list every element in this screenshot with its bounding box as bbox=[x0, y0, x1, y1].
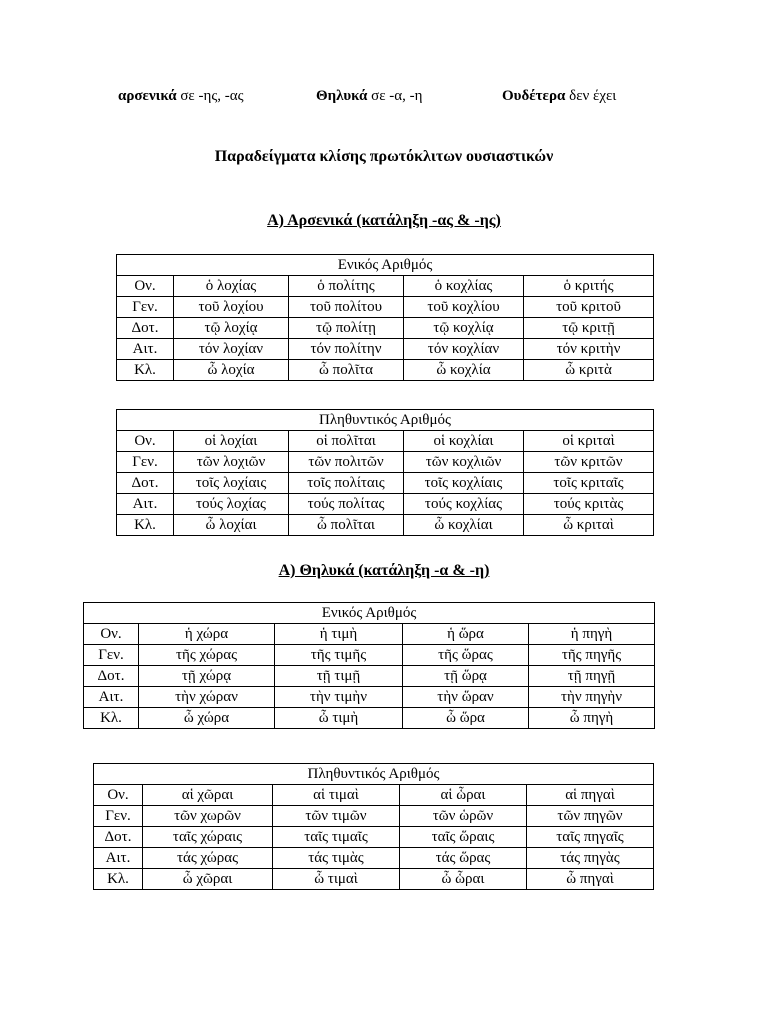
declension-cell: τόν κριτὴν bbox=[524, 339, 654, 360]
declension-cell: τῆς πηγῆς bbox=[529, 645, 655, 666]
declension-cell: ὦ λοχία bbox=[174, 360, 289, 381]
masculine-summary bbox=[118, 88, 244, 105]
declension-cell: τάς τιμὰς bbox=[273, 848, 400, 869]
declension-cell: ὦ κοχλία bbox=[404, 360, 524, 381]
table-row-dative bbox=[117, 318, 654, 339]
neuter-label: Ουδέτερα bbox=[502, 88, 566, 104]
table-row-accusative bbox=[117, 339, 654, 360]
page-title: Παραδείγματα κλίσης πρωτόκλιτων ουσιαστικών bbox=[214, 148, 554, 165]
declension-cell: αἱ πηγαὶ bbox=[527, 785, 654, 806]
declension-cell: τῷ πολίτῃ bbox=[289, 318, 404, 339]
case-label: Ον. bbox=[84, 624, 139, 645]
table-row-genitive bbox=[117, 452, 654, 473]
declension-cell: τούς κριτὰς bbox=[524, 494, 654, 515]
case-label: Ον. bbox=[117, 276, 174, 297]
declension-cell: ὁ κριτής bbox=[524, 276, 654, 297]
declension-cell: ὦ κριτὰ bbox=[524, 360, 654, 381]
declension-cell: οἱ κοχλίαι bbox=[404, 431, 524, 452]
declension-cell: ἡ χώρα bbox=[139, 624, 275, 645]
declension-cell: οἱ πολῖται bbox=[289, 431, 404, 452]
declension-cell: ὦ πηγὴ bbox=[529, 708, 655, 729]
feminine-singular-table bbox=[83, 602, 655, 729]
declension-cell: τῶν πηγῶν bbox=[527, 806, 654, 827]
declension-cell: τῆς τιμῆς bbox=[275, 645, 403, 666]
declension-cell: ὦ χῶραι bbox=[143, 869, 273, 890]
feminine-section-heading: Α) Θηλυκά (κατάληξη -α & -η) bbox=[278, 562, 490, 579]
declension-cell: ταῖς ὥραις bbox=[400, 827, 527, 848]
declension-cell: ταῖς τιμαῖς bbox=[273, 827, 400, 848]
table-row-accusative bbox=[84, 687, 655, 708]
table-row-genitive bbox=[84, 645, 655, 666]
table-row-nominative bbox=[84, 624, 655, 645]
feminine-plural-table bbox=[93, 763, 654, 890]
declension-cell: τοῖς κριταῖς bbox=[524, 473, 654, 494]
case-label: Δοτ. bbox=[117, 473, 174, 494]
declension-cell: τῶν τιμῶν bbox=[273, 806, 400, 827]
case-label: Δοτ. bbox=[117, 318, 174, 339]
case-label: Κλ. bbox=[84, 708, 139, 729]
table-row-dative bbox=[94, 827, 654, 848]
declension-cell: τοῖς λοχίαις bbox=[174, 473, 289, 494]
case-label: Αιτ. bbox=[84, 687, 139, 708]
declension-cell: τῶν λοχιῶν bbox=[174, 452, 289, 473]
declension-cell: τοῦ κοχλίου bbox=[404, 297, 524, 318]
table-row-dative bbox=[117, 473, 654, 494]
declension-cell: τόν πολίτην bbox=[289, 339, 404, 360]
masculine-label: αρσενικά bbox=[118, 88, 177, 104]
case-label: Κλ. bbox=[94, 869, 143, 890]
declension-cell: τούς πολίτας bbox=[289, 494, 404, 515]
declension-cell: ὁ λοχίας bbox=[174, 276, 289, 297]
case-label: Δοτ. bbox=[94, 827, 143, 848]
declension-cell: τῷ λοχίᾳ bbox=[174, 318, 289, 339]
table-row-nominative bbox=[117, 276, 654, 297]
declension-cell: τῇ πηγῇ bbox=[529, 666, 655, 687]
declension-cell: ὦ ὥρα bbox=[403, 708, 529, 729]
table-caption-row bbox=[117, 410, 654, 431]
declension-cell: αἱ ὧραι bbox=[400, 785, 527, 806]
declension-cell: ἡ τιμὴ bbox=[275, 624, 403, 645]
table-row-vocative bbox=[94, 869, 654, 890]
declension-cell: τῶν χωρῶν bbox=[143, 806, 273, 827]
declension-cell: τάς ὥρας bbox=[400, 848, 527, 869]
declension-cell: ὦ λοχίαι bbox=[174, 515, 289, 536]
case-label: Αιτ. bbox=[94, 848, 143, 869]
declension-cell: ὦ πολῖτα bbox=[289, 360, 404, 381]
declension-cell: τόν λοχίαν bbox=[174, 339, 289, 360]
case-label: Γεν. bbox=[117, 297, 174, 318]
declension-cell: τὴν πηγὴν bbox=[529, 687, 655, 708]
declension-cell: τοῦ πολίτου bbox=[289, 297, 404, 318]
case-label: Κλ. bbox=[117, 360, 174, 381]
declension-cell: ὦ ὧραι bbox=[400, 869, 527, 890]
table-row-vocative bbox=[84, 708, 655, 729]
declension-cell: τῆς χώρας bbox=[139, 645, 275, 666]
table-row-vocative bbox=[117, 360, 654, 381]
case-label: Αιτ. bbox=[117, 339, 174, 360]
declension-cell: ὦ πηγαὶ bbox=[527, 869, 654, 890]
declension-cell: τῶν πολιτῶν bbox=[289, 452, 404, 473]
table-row-nominative bbox=[117, 431, 654, 452]
table-row-dative bbox=[84, 666, 655, 687]
declension-cell: ἡ ὥρα bbox=[403, 624, 529, 645]
declension-cell: τοῦ λοχίου bbox=[174, 297, 289, 318]
masculine-plural-table bbox=[116, 409, 654, 536]
declension-cell: τόν κοχλίαν bbox=[404, 339, 524, 360]
declension-cell: τούς λοχίας bbox=[174, 494, 289, 515]
masculine-singular-table bbox=[116, 254, 654, 381]
declension-cell: αἱ χῶραι bbox=[143, 785, 273, 806]
declension-cell: τῇ τιμῇ bbox=[275, 666, 403, 687]
table-caption-row bbox=[94, 764, 654, 785]
case-label: Ον. bbox=[117, 431, 174, 452]
number-caption: Ενικός Αριθμός bbox=[117, 255, 654, 276]
declension-cell: ἡ πηγὴ bbox=[529, 624, 655, 645]
case-label: Κλ. bbox=[117, 515, 174, 536]
declension-cell: τὴν χώραν bbox=[139, 687, 275, 708]
masculine-section-heading: Α) Αρσενικά (κατάληξη -ας & -ης) bbox=[267, 212, 501, 229]
case-label: Αιτ. bbox=[117, 494, 174, 515]
declension-cell: τοῖς κοχλίαις bbox=[404, 473, 524, 494]
declension-cell: οἱ κριταὶ bbox=[524, 431, 654, 452]
declension-cell: τῶν κοχλιῶν bbox=[404, 452, 524, 473]
case-label: Ον. bbox=[94, 785, 143, 806]
declension-cell: τὴν ὥραν bbox=[403, 687, 529, 708]
table-caption-row bbox=[117, 255, 654, 276]
feminine-label: Θηλυκά bbox=[316, 88, 368, 104]
case-label: Γεν. bbox=[84, 645, 139, 666]
case-label: Δοτ. bbox=[84, 666, 139, 687]
declension-cell: τάς χώρας bbox=[143, 848, 273, 869]
declension-cell: τῷ κοχλίᾳ bbox=[404, 318, 524, 339]
declension-cell: τῆς ὥρας bbox=[403, 645, 529, 666]
declension-cell: τοῖς πολίταις bbox=[289, 473, 404, 494]
declension-cell: τῶν ὡρῶν bbox=[400, 806, 527, 827]
feminine-summary bbox=[316, 88, 422, 105]
declension-cell: ὁ πολίτης bbox=[289, 276, 404, 297]
declension-cell: ταῖς χώραις bbox=[143, 827, 273, 848]
feminine-endings: σε -α, -η bbox=[367, 88, 423, 104]
declension-cell: τῇ χώρᾳ bbox=[139, 666, 275, 687]
number-caption: Ενικός Αριθμός bbox=[84, 603, 655, 624]
table-row-genitive bbox=[117, 297, 654, 318]
table-row-genitive bbox=[94, 806, 654, 827]
declension-cell: τῷ κριτῇ bbox=[524, 318, 654, 339]
declension-cell: ὁ κοχλίας bbox=[404, 276, 524, 297]
declension-cell: ὦ κοχλίαι bbox=[404, 515, 524, 536]
table-row-accusative bbox=[94, 848, 654, 869]
table-row-nominative bbox=[94, 785, 654, 806]
declension-cell: ὦ τιμὴ bbox=[275, 708, 403, 729]
neuter-note: δεν έχει bbox=[565, 88, 617, 104]
declension-cell: ὦ χώρα bbox=[139, 708, 275, 729]
declension-cell: τῶν κριτῶν bbox=[524, 452, 654, 473]
number-caption: Πληθυντικός Αριθμός bbox=[117, 410, 654, 431]
case-label: Γεν. bbox=[117, 452, 174, 473]
declension-cell: οἱ λοχίαι bbox=[174, 431, 289, 452]
declension-cell: τοῦ κριτοῦ bbox=[524, 297, 654, 318]
neuter-summary bbox=[502, 88, 616, 105]
declension-cell: ὦ κριταὶ bbox=[524, 515, 654, 536]
table-row-vocative bbox=[117, 515, 654, 536]
masculine-endings: σε -ης, -ας bbox=[176, 88, 244, 104]
declension-cell: ὦ πολῖται bbox=[289, 515, 404, 536]
declension-cell: τούς κοχλίας bbox=[404, 494, 524, 515]
table-caption-row bbox=[84, 603, 655, 624]
declension-cell: ταῖς πηγαῖς bbox=[527, 827, 654, 848]
declension-cell: τὴν τιμὴν bbox=[275, 687, 403, 708]
declension-cell: ὦ τιμαὶ bbox=[273, 869, 400, 890]
declension-cell: τῇ ὥρᾳ bbox=[403, 666, 529, 687]
number-caption: Πληθυντικός Αριθμός bbox=[94, 764, 654, 785]
table-row-accusative bbox=[117, 494, 654, 515]
declension-cell: τάς πηγὰς bbox=[527, 848, 654, 869]
case-label: Γεν. bbox=[94, 806, 143, 827]
declension-cell: αἱ τιμαὶ bbox=[273, 785, 400, 806]
